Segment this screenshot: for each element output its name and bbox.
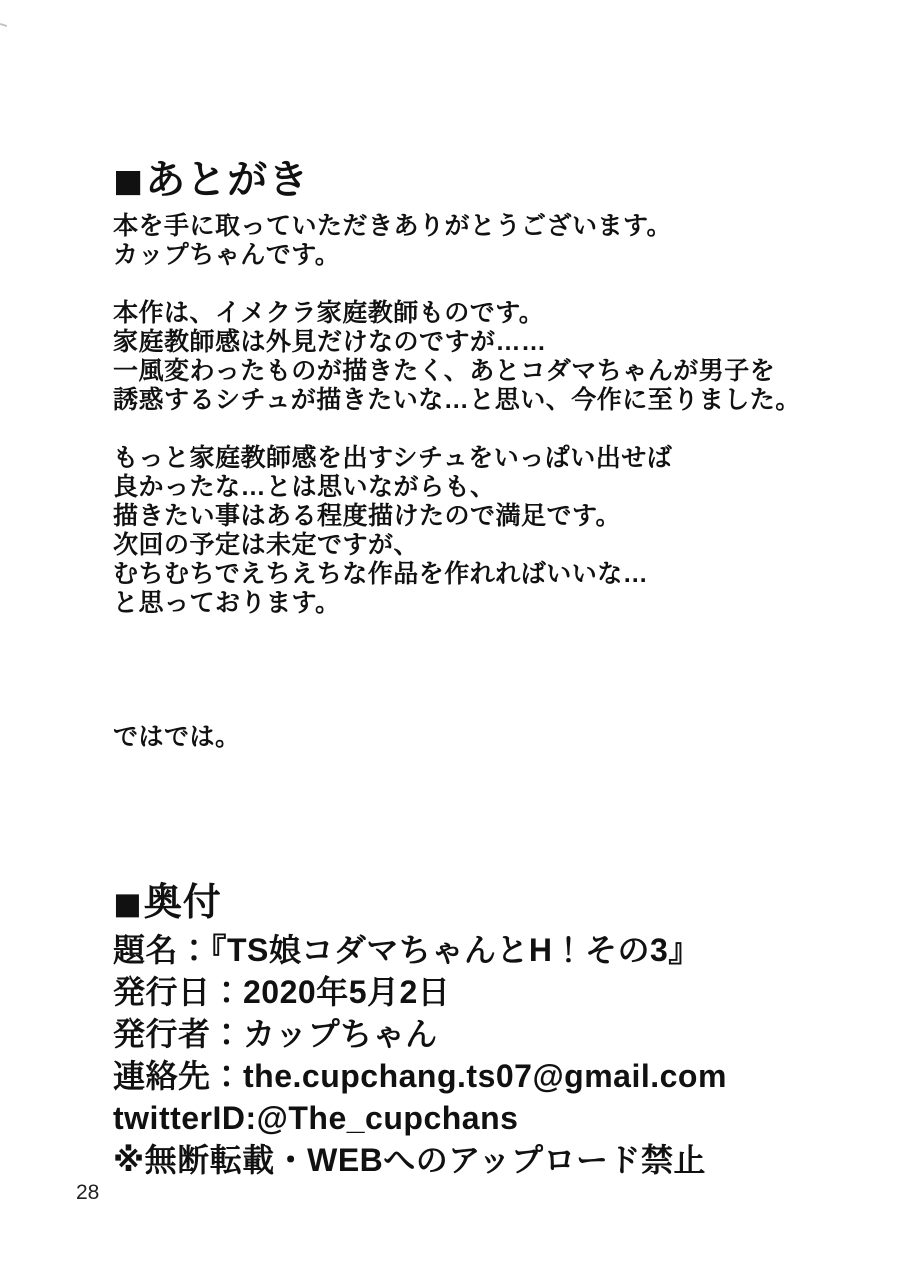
afterword-heading-text: あとがき [145, 158, 310, 202]
text-line: 次回の予定は未定ですが、 [113, 531, 420, 559]
page-number: 28 [76, 1181, 100, 1204]
text-line: 家庭教師感は外見だけなのですが…… [113, 328, 547, 356]
colophon-author-line: 発行者：カップちゃん [113, 1016, 438, 1052]
text-line: 本作は、イメクラ家庭教師ものです。 [113, 299, 545, 327]
colophon-section [113, 877, 853, 1181]
text-line: カップちゃんです。 [113, 241, 341, 269]
colophon-title-line: 題名：『TS娘コダマちゃんとH！その3』 [113, 932, 701, 968]
colophon-heading: ■奥付 [113, 877, 222, 931]
text-line: ではでは。 [113, 723, 241, 751]
colophon-heading-text: 奥付 [143, 882, 222, 924]
text-line: と思っております。 [113, 589, 341, 617]
afterword-paragraph-closing [113, 723, 813, 752]
text-line: 一風変わったものが描きたく、あとコダマちゃんが男子を [113, 357, 776, 385]
colophon-twitter-line: twitterID:@The_cupchans [113, 1100, 519, 1136]
text-line: むちむちでえちえちな作品を作れればいいな… [113, 560, 649, 588]
afterword-paragraph-reflection [113, 444, 813, 618]
text-line: 誘惑するシチュが描きたいな…と思い、今作に至りました。 [113, 386, 801, 414]
afterword-section [113, 153, 813, 781]
text-line: 本を手に取っていただきありがとうございます。 [113, 212, 673, 240]
colophon-date-line: 発行日：2020年5月2日 [113, 974, 451, 1010]
colophon-contact-line: 連絡先：the.cupchang.ts07@gmail.com [113, 1058, 727, 1094]
colophon-notice-line: ※無断転載・WEBへのアップロード禁止 [113, 1142, 707, 1178]
afterword-paragraph-about-work [113, 299, 813, 415]
afterword-paragraph-greeting [113, 212, 813, 270]
text-line: 良かったな…とは思いながらも、 [113, 473, 496, 501]
text-line: 描きたい事はある程度描けたので満足です。 [113, 502, 622, 530]
afterword-heading: ■あとがき [113, 153, 310, 209]
text-line: もっと家庭教師感を出すシチュをいっぱい出せば [113, 444, 673, 472]
scan-artifact [0, 23, 7, 27]
